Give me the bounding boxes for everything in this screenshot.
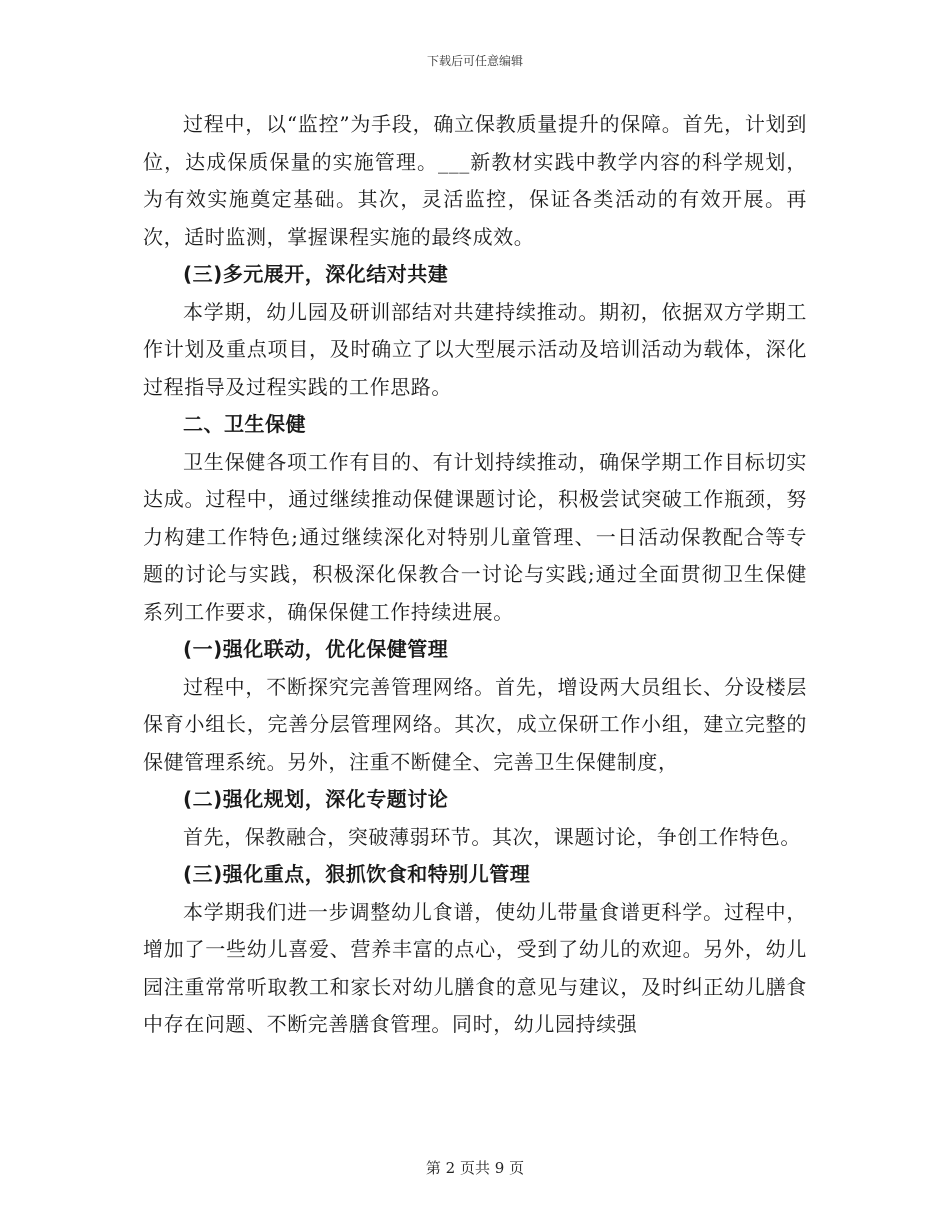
paragraph-health-care: 卫生保健各项工作有目的、有计划持续推动，确保学期工作目标切实达成。过程中，通过继续推动保健课题讨论，积极尝试突破工作瓶颈，努力构建工作特色;通过继续深化对特别儿童管理、一日活动保教配合等专题的讨论与实践，积极深化保教合一讨论与实践;通过全面贯彻卫生保健系列工作要求，确保保健工作持续进展。 [143, 449, 807, 624]
paragraph-topics: 首先，保教融合，突破薄弱环节。其次，课题讨论，争创工作特色。 [183, 824, 801, 849]
paragraph-supervision: 过程中，以“监控”为手段，确立保教质量提升的保障。首先，计划到位，达成保质保量的实施管理。___新教材实践中教学内容的科学规划，为有效实施奠定基础。其次，灵活监控，保证各类活动的有效开展。再次，适时监测，掌握课程实施的最终成效。 [143, 112, 807, 249]
heading-diet-management: (三)强化重点，狠抓饮食和特别儿管理 [183, 862, 531, 886]
paragraph-diet: 本学期我们进一步调整幼儿食谱，使幼儿带量食谱更科学。过程中，增加了一些幼儿喜爱、营养丰富的点心，受到了幼儿的欢迎。另外，幼儿园注重常常听取教工和家长对幼儿膳食的意见与建议，及时纠正幼儿膳食中存在问题、不断完善膳食管理。同时，幼儿园持续强 [143, 899, 807, 1036]
page-number: 第 2 页共 9 页 [425, 1159, 525, 1177]
heading-linkage-management: (一)强化联动，优化保健管理 [183, 637, 449, 661]
page-header: 下载后可任意编辑 [426, 54, 523, 68]
heading-pairing-co-construction: (三)多元展开，深化结对共建 [183, 262, 449, 286]
paragraph-pairing: 本学期，幼儿园及研训部结对共建持续推动。期初，依据双方学期工作计划及重点项目，及时确立了以大型展示活动及培训活动为载体，深化过程指导及过程实践的工作思路。 [143, 299, 807, 399]
heading-planning-topics: (二)强化规划，深化专题讨论 [183, 787, 449, 811]
document-body [143, 106, 807, 1044]
paragraph-management-network: 过程中，不断探究完善管理网络。首先，增设两大员组长、分设楼层保育小组长，完善分层管理网络。其次，成立保研工作小组，建立完整的保健管理系统。另外，注重不断健全、完善卫生保健制度， [143, 674, 807, 774]
heading-health-care: 二、卫生保健 [183, 412, 306, 436]
